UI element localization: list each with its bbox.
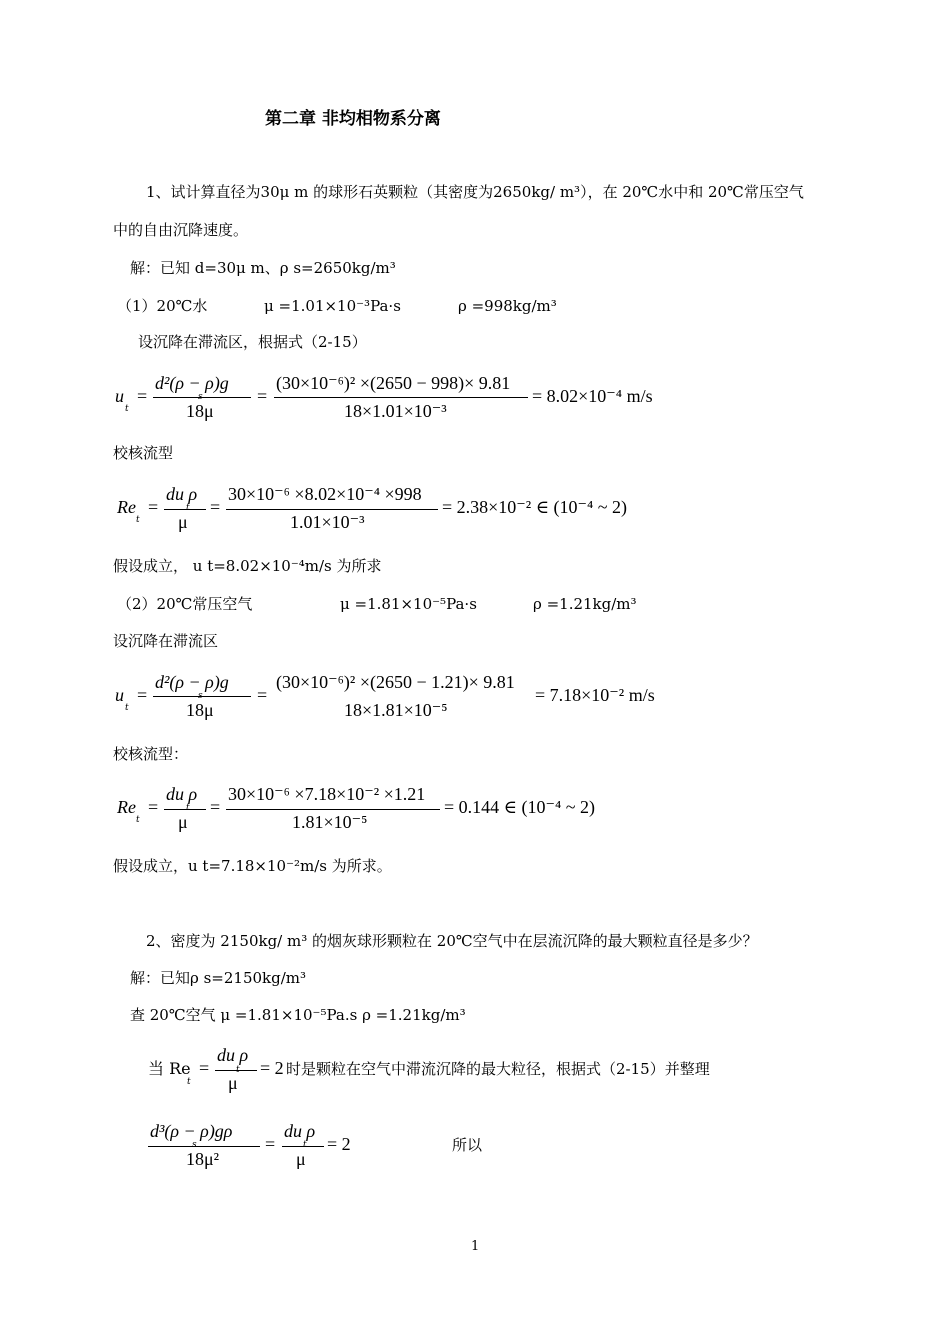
eq4-f2-den: 1.81×10⁻⁵ — [292, 812, 368, 832]
eq4-equals-1: = — [148, 797, 159, 817]
q2-properties: 查 20℃空气 μ =1.81×10⁻⁵Pa.s ρ =1.21kg/m³ — [130, 1006, 466, 1024]
q1-case2-density: ρ =1.21kg/m³ — [533, 595, 637, 613]
q2-cond-prefix: 当 Re — [148, 1059, 191, 1078]
eq5-equals: = — [265, 1134, 276, 1154]
eq3-lhs-sub: t — [125, 703, 129, 713]
q1-line1: 1、试计算直径为30μ m 的球形石英颗粒（其密度为2650kg/ m³），在 20℃水中和 20℃常压空气 — [146, 183, 804, 201]
eq3-fraction-bar-1 — [153, 696, 251, 697]
eq4-f1-num: du ρ — [166, 784, 198, 804]
q2-cond-den: μ — [228, 1073, 238, 1093]
eq1-f2-num: (30×10⁻⁶)² ×(2650 − 998)× 9.81 — [276, 373, 511, 393]
eq2-fraction-bar-1 — [164, 509, 206, 510]
eq2-lhs-sub: t — [136, 515, 140, 525]
q1-conclusion-1: 假设成立， u t=8.02×10⁻⁴m/s 为所求 — [113, 557, 382, 575]
q2-cond-num-sub: t — [236, 1065, 240, 1075]
eq2-fraction-bar-2 — [226, 509, 438, 510]
q2-cond-num: du ρ — [217, 1045, 249, 1065]
q1-check-2: 校核流型： — [113, 745, 189, 763]
q1-case1-label: （1）20℃水 — [117, 297, 208, 315]
eq5-eq: = 2 — [327, 1134, 351, 1154]
eq3-lhs: u — [115, 685, 124, 705]
eq1-f1-den: 18μ — [186, 401, 214, 421]
eq3-f1-den: 18μ — [186, 700, 214, 720]
q1-conclusion-2: 假设成立，u t=7.18×10⁻²m/s 为所求。 — [113, 857, 392, 875]
eq3-f1-num: d²(ρ − ρ)g — [155, 672, 229, 692]
q1-line2: 中的自由沉降速度。 — [113, 221, 249, 239]
eq4-lhs: Re — [117, 797, 136, 817]
page-number: 1 — [471, 1239, 480, 1254]
eq2-f1-sub: t — [186, 503, 190, 513]
q1-case1-viscosity: μ =1.01×10⁻³Pa·s — [264, 297, 401, 315]
eq4-equals-2: = — [210, 797, 221, 817]
eq1-result: = 8.02×10⁻⁴ m/s — [532, 386, 653, 406]
eq5-f2-sub: t — [303, 1140, 307, 1150]
eq3-f1-sub: s — [198, 691, 203, 701]
eq5-fraction-bar-1 — [148, 1146, 260, 1147]
eq4-f2-num: 30×10⁻⁶ ×7.18×10⁻² ×1.21 — [228, 784, 426, 804]
eq3-f2-num: (30×10⁻⁶)² ×(2650 − 1.21)× 9.81 — [276, 672, 515, 692]
eq1-f2-den: 18×1.01×10⁻³ — [344, 401, 447, 421]
eq1-equals-1: = — [137, 386, 148, 406]
eq2-equals-2: = — [210, 497, 221, 517]
eq1-fraction-bar-1 — [153, 397, 251, 398]
eq5-f2-den: μ — [296, 1149, 306, 1169]
q2-cond-sub: t — [187, 1077, 191, 1087]
eq1-f1-num: d²(ρ − ρ)g — [155, 373, 229, 393]
eq4-fraction-bar-2 — [226, 809, 440, 810]
q1-case2-viscosity: μ =1.81×10⁻⁵Pa·s — [340, 595, 477, 613]
eq4-result: = 0.144 ∈ (10⁻⁴ ~ 2) — [444, 797, 595, 817]
eq5-f1-den: 18μ² — [186, 1149, 220, 1169]
q1-case1-density: ρ =998kg/m³ — [458, 297, 557, 315]
eq5-f2-num: du ρ — [284, 1121, 316, 1141]
eq4-f1-sub: t — [186, 803, 190, 813]
eq2-lhs: Re — [117, 497, 136, 517]
q1-assume-laminar-1: 设沉降在滞流区，根据式（2-15） — [138, 333, 367, 351]
eq5-f1-sub: s — [192, 1140, 197, 1150]
q2-cond-eq: = 2 — [260, 1058, 284, 1078]
eq2-result: = 2.38×10⁻² ∈ (10⁻⁴ ~ 2) — [442, 497, 628, 517]
q2-line1: 2、密度为 2150kg/ m³ 的烟灰球形颗粒在 20℃空气中在层流沉降的最大颗粒直径是多少？ — [146, 932, 758, 950]
q2-cond-fraction-bar — [215, 1070, 257, 1071]
q2-so: 所以 — [452, 1136, 483, 1154]
eq1-lhs: u — [115, 386, 124, 406]
q1-case2-label: （2）20℃常压空气 — [117, 595, 253, 613]
eq3-equals-1: = — [137, 685, 148, 705]
eq3-equals-2: = — [257, 685, 268, 705]
eq2-equals-1: = — [148, 497, 159, 517]
eq2-f1-num: du ρ — [166, 484, 198, 504]
q2-cond-text: 时是颗粒在空气中滞流沉降的最大粒径，根据式（2-15）并整理 — [286, 1060, 710, 1078]
q1-given: 解：已知 d=30μ m、ρ s=2650kg/m³ — [130, 259, 396, 277]
eq4-fraction-bar-1 — [164, 809, 206, 810]
eq3-result: = 7.18×10⁻² m/s — [535, 685, 655, 705]
q2-cond-equals: = — [199, 1058, 210, 1078]
eq3-f2-den: 18×1.81×10⁻⁵ — [344, 700, 448, 720]
eq2-f2-num: 30×10⁻⁶ ×8.02×10⁻⁴ ×998 — [228, 484, 422, 504]
eq2-f2-den: 1.01×10⁻³ — [290, 512, 365, 532]
eq1-equals-2: = — [257, 386, 268, 406]
eq4-lhs-sub: t — [136, 815, 140, 825]
eq1-fraction-bar-2 — [274, 397, 528, 398]
eq1-lhs-sub: t — [125, 404, 129, 414]
eq5-fraction-bar-2 — [282, 1146, 324, 1147]
q1-check-1: 校核流型 — [113, 444, 174, 462]
eq5-f1-num: d³(ρ − ρ)gρ — [150, 1121, 233, 1141]
q1-assume-laminar-2: 设沉降在滞流区 — [113, 632, 219, 650]
q2-given: 解：已知ρ s=2150kg/m³ — [130, 969, 307, 987]
chapter-title: 第二章 非均相物系分离 — [265, 109, 441, 129]
eq4-f1-den: μ — [178, 812, 188, 832]
eq1-f1-sub: s — [198, 392, 203, 402]
eq2-f1-den: μ — [178, 512, 188, 532]
